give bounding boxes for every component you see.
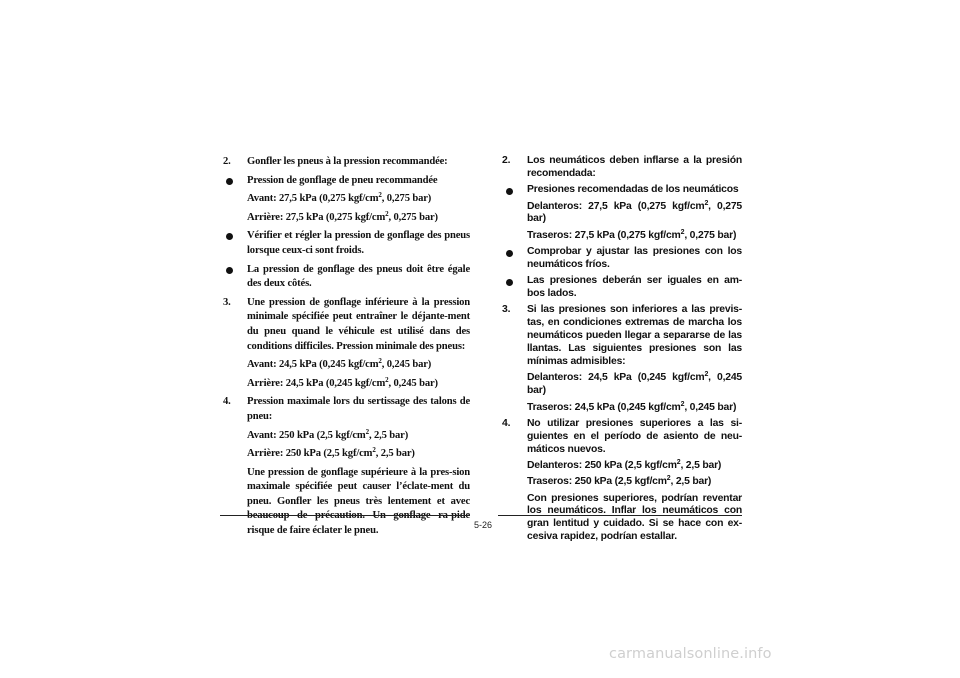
left-column-divider bbox=[220, 515, 470, 516]
es-max-front: Delanteros: 250 kPa (2,5 kgf/$cm^2$, 2,5 bar) bbox=[527, 458, 722, 471]
fr-bullet-check: Vérifier et régler la pression de gonflage des pneus lorsque ceux-ci sont froids. bbox=[220, 229, 470, 258]
right-column-divider bbox=[498, 515, 742, 516]
es-step-4-number: 4. bbox=[502, 417, 511, 429]
fr-bullet-pressure-text: Pression de gonflage de pneu recommandée bbox=[247, 174, 438, 186]
fr-min-rear: Arrière: 24,5 kPa (0,245 kgf/$cm^2$, 0,245 bar) bbox=[247, 375, 438, 389]
es-warning-note: Con presiones superiores, podrían reventar los neumáticos. Inflar los neumáticos con gran lentitud y cuidado. Si se hace con ex-cesiva rapidez, podrían estallar. bbox=[527, 492, 742, 543]
fr-step-4-number: 4. bbox=[223, 396, 231, 408]
watermark: carmanualsonline.info bbox=[609, 646, 772, 662]
es-spec-front: Delanteros: 27,5 kPa (0,275 kgf/$cm^2$, 0,275 bar) bbox=[527, 199, 742, 225]
bullet-icon bbox=[226, 267, 233, 274]
fr-step-3: 3. Une pression de gonflage inférieure à la pression minimale spécifiée peut entraîner le déjante-ment du pneu quand le véhicule est utilisé dans des conditions difficiles. Pression minimale des pneus: bbox=[223, 296, 470, 352]
fr-step-4: 4. Pression maximale lors du sertissage des talons de pneu: bbox=[223, 396, 470, 422]
es-step-3-number: 3. bbox=[502, 304, 511, 316]
fr-step-2-text: Gonfler les pneus à la pression recommandée: bbox=[247, 156, 448, 167]
es-step-2-number: 2. bbox=[502, 155, 511, 166]
spanish-column bbox=[500, 155, 742, 548]
es-bullet-equal: Las presiones deberán ser iguales en am-bos lados. bbox=[500, 275, 742, 301]
es-min-rear: Traseros: 24,5 kPa (0,245 kgf/$cm^2$, 0,245 bar) bbox=[527, 400, 737, 413]
bullet-icon bbox=[226, 178, 233, 185]
fr-min-front: Avant: 24,5 kPa (0,245 kgf/$cm^2$, 0,245 bar) bbox=[247, 357, 432, 371]
es-min-front: Delanteros: 24,5 kPa (0,245 kgf/$cm^2$, 0,245 bar) bbox=[527, 371, 742, 397]
bullet-icon bbox=[506, 250, 513, 257]
es-bullet-pressure: Presiones recomendadas de los neumáticos bbox=[500, 184, 742, 197]
fr-spec-front: Avant: 27,5 kPa (0,275 kgf/$cm^2$, 0,275 bar) bbox=[247, 191, 432, 205]
es-step-3: 3. Si las presiones son inferiores a las previs-tas, en condiciones extremas de marcha los neumáticos pueden llegar a separarse de las llantas. Las siguientes presiones son las mínimas admisibles: bbox=[502, 304, 742, 368]
french-column bbox=[220, 155, 470, 543]
fr-bullet-pressure bbox=[220, 174, 470, 189]
fr-step-3-number: 3. bbox=[223, 296, 231, 308]
bullet-icon bbox=[226, 233, 233, 240]
es-step-4: 4. No utilizar presiones superiores a las si-guientes en el período de asiento de neu-máticos nuevos. bbox=[502, 417, 742, 455]
bullet-icon bbox=[506, 188, 513, 195]
page-number: 5-26 bbox=[473, 520, 492, 530]
bullet-icon bbox=[506, 279, 513, 286]
es-step-2: 2. Los neumáticos deben inflarse a la presión recomendada: bbox=[502, 155, 742, 179]
fr-step-2 bbox=[220, 155, 470, 170]
fr-max-front: Avant: 250 kPa (2,5 kgf/$cm^2$, 2,5 bar) bbox=[247, 427, 409, 441]
es-bullet-check: Comprobar y ajustar las presiones con los neumáticos fríos. bbox=[500, 246, 742, 272]
es-spec-rear: Traseros: 27,5 kPa (0,275 kgf/$cm^2$, 0,275 bar) bbox=[527, 228, 737, 241]
es-max-rear: Traseros: 250 kPa (2,5 kgf/$cm^2$, 2,5 bar) bbox=[527, 475, 712, 488]
fr-spec-rear: Arrière: 27,5 kPa (0,275 kgf/$cm^2$, 0,275 bar) bbox=[247, 209, 438, 223]
fr-bullet-equal: La pression de gonflage des pneus doit être égale des deux côtés. bbox=[220, 263, 470, 292]
fr-step-2-number: 2. bbox=[223, 156, 231, 167]
fr-max-rear: Arrière: 250 kPa (2,5 kgf/$cm^2$, 2,5 bar) bbox=[247, 446, 415, 460]
fr-warning-note: Une pression de gonflage supérieure à la pres-sion maximale spécifiée peut causer l’éclate-ment du pneu. Gonfler les pneus très lentement et avec beaucoup de précaution. Un gonflage ra-pide risque de faire éclater le pneu. bbox=[247, 466, 470, 537]
